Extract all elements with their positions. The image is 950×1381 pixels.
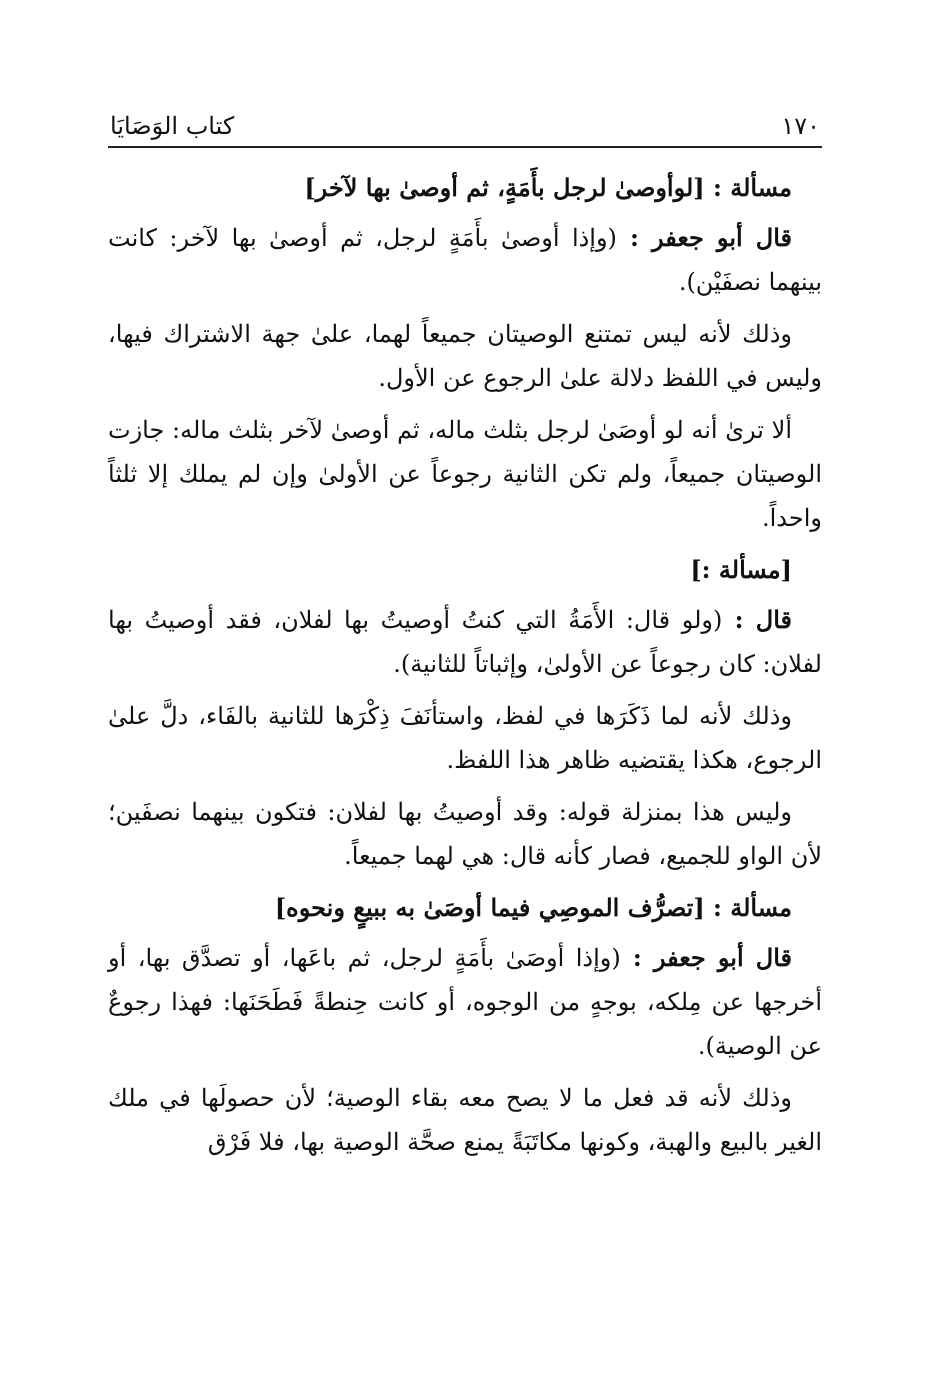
paragraph xyxy=(108,1076,822,1164)
paragraph xyxy=(108,312,822,400)
paragraph-text: (وإذا أوصَىٰ بأَمَةٍ لرجل، ثم باعَها، أو تصدَّق بها، أو أخرجها عن مِلكه، بوجهٍ من الوجوه، أو كانت حِنطةً فَطَحَنَها: فهذا رجوعٌ عن الوصية). xyxy=(108,944,822,1060)
paragraph-text: وليس هذا بمنزلة قوله: وقد أوصيتُ بها لفلان: فتكون بينهما نصفَين؛ لأن الواو للجميع، فصار كأنه قال: هي لهما جميعاً. xyxy=(108,798,822,870)
paragraph xyxy=(108,694,822,782)
running-header xyxy=(108,100,822,148)
paragraph xyxy=(108,598,822,686)
paragraph xyxy=(108,936,822,1068)
speaker-lead: قال أبو جعفر : xyxy=(620,943,793,972)
page-number: ١٧٠ xyxy=(781,112,820,140)
paragraph-text: وذلك لأنه قد فعل ما لا يصح معه بقاء الوصية؛ لأن حصولَها في ملك الغير بالبيع والهبة، وكونها مكاتَبَةً يمنع صحَّة الوصية بها، فلا فَرْق xyxy=(108,1084,822,1156)
paragraph-text: (وإذا أوصىٰ بأَمَةٍ لرجل، ثم أوصىٰ بها لآخر: كانت بينهما نصفَيْن). xyxy=(108,224,822,296)
paragraph xyxy=(108,408,822,540)
paragraph-text: وذلك لأنه ليس تمتنع الوصيتان جميعاً لهما، علىٰ جهة الاشتراك فيها، وليس في اللفظ دلالة علىٰ الرجوع عن الأول. xyxy=(108,320,822,392)
book-page xyxy=(108,100,822,1172)
paragraph-text: ألا ترىٰ أنه لو أوصَىٰ لرجل بثلث ماله، ثم أوصىٰ لآخر بثلث ماله: جازت الوصيتان جميعاً، ولم تكن الثانية رجوعاً عن الأولىٰ وإن لم يملك إلا ثلثاً واحداً. xyxy=(108,416,822,532)
chapter-title: كتاب الوَصَايَا xyxy=(110,112,235,140)
section-heading: مسألة : [لوأوصىٰ لرجل بأَمَةٍ، ثم أوصىٰ بها لآخر] xyxy=(304,173,792,202)
speaker-lead: قال : xyxy=(722,605,793,634)
page-body xyxy=(108,166,822,1164)
paragraph-text: (ولو قال: الأَمَةُ التي كنتُ أوصيتُ بها لفلان، فقد أوصيتُ بها لفلان: كان رجوعاً عن الأولىٰ، وإثباتاً للثانية). xyxy=(108,606,822,678)
section-heading: [مسألة :] xyxy=(690,555,792,584)
section-heading: مسألة : [تصرُّف الموصِي فيما أوصَىٰ به ببيعٍ ونحوه] xyxy=(274,893,792,922)
speaker-lead: قال أبو جعفر : xyxy=(616,223,792,252)
paragraph-text: وذلك لأنه لما ذَكَرَها في لفظ، واستأنَفَ ذِكْرَها للثانية بالفَاء، دلَّ علىٰ الرجوع، هكذا يقتضيه ظاهر هذا اللفظ. xyxy=(108,702,822,774)
paragraph xyxy=(108,790,822,878)
paragraph xyxy=(108,216,822,304)
